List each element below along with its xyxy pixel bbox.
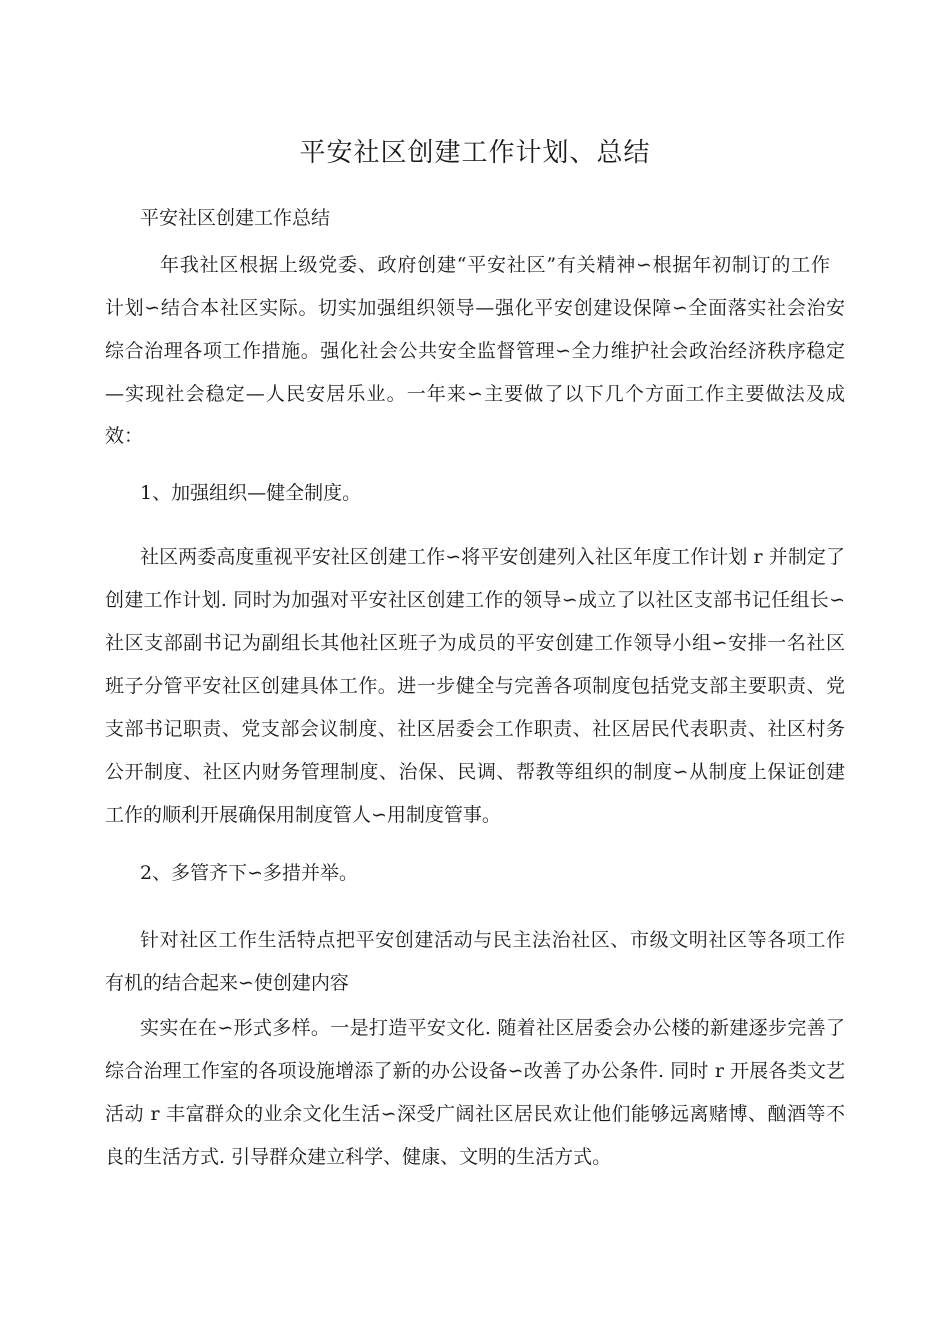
section-heading: 2、多管齐下∽多措并举。	[140, 862, 359, 884]
paragraph-line: 年我社区根据上级党委、政府创建“平安社区”有关精神∽根据年初制订的工作	[160, 254, 830, 276]
paragraph-line: 有机的结合起来∽使创建内容	[105, 972, 349, 994]
paragraph-line: 效：	[105, 425, 144, 447]
paragraph-line: 实实在在∽形式多样。一是打造平安文化. 随着社区居委会办公楼的新建逐步完善了	[140, 1017, 845, 1039]
section-heading: 1、加强组织—健全制度。	[140, 482, 362, 504]
paragraph-line: 综合治理工作室的各项设施增添了新的办公设备∽改善了办公条件. 同时 r 开展各类文艺	[105, 1060, 845, 1082]
paragraph-line: 社区两委高度重视平安社区创建工作∽将平安创建列入社区年度工作计划 r 并制定了	[140, 546, 845, 568]
document-subtitle: 平安社区创建工作总结	[140, 207, 331, 229]
paragraph-line: 计划∽结合本社区实际。切实加强组织领导—强化平安创建设保障∽全面落实社会治安	[105, 297, 845, 319]
page-title: 平安社区创建工作计划、总结	[299, 138, 651, 168]
paragraph-line: 支部书记职责、党支部会议制度、社区居委会工作职责、社区居民代表职责、社区村务	[105, 718, 845, 740]
paragraph-line: 活动 r 丰富群众的业余文化生活∽深受广阔社区居民欢让他们能够远离赌博、酗酒等不	[105, 1103, 845, 1125]
paragraph-line: 社区支部副书记为副组长其他社区班子为成员的平安创建工作领导小组∽安排一名社区	[105, 632, 845, 654]
paragraph-line: 针对社区工作生活特点把平安创建活动与民主法治社区、市级文明社区等各项工作	[140, 929, 845, 951]
paragraph-line: 综合治理各项工作措施。强化社会公共安全监督管理∽全力维护社会政治经济秩序稳定	[105, 340, 845, 362]
paragraph-line: 公开制度、社区内财务管理制度、治保、民调、帮教等组织的制度∽从制度上保证创建	[105, 761, 845, 783]
paragraph-line: 创建工作计划. 同时为加强对平安社区创建工作的领导∽成立了以社区支部书记任组长∽	[105, 589, 845, 611]
paragraph-line: 良的生活方式. 引导群众建立科学、健康、文明的生活方式。	[105, 1146, 612, 1168]
paragraph-line: 班子分管平安社区创建具体工作。进一步健全与完善各项制度包括党支部主要职责、党	[105, 675, 845, 697]
paragraph-line: 工作的顺利开展确保用制度管人∽用制度管事。	[105, 804, 501, 826]
paragraph-line: —实现社会稳定—人民安居乐业。一年来∽主要做了以下几个方面工作主要做法及成	[105, 383, 845, 405]
